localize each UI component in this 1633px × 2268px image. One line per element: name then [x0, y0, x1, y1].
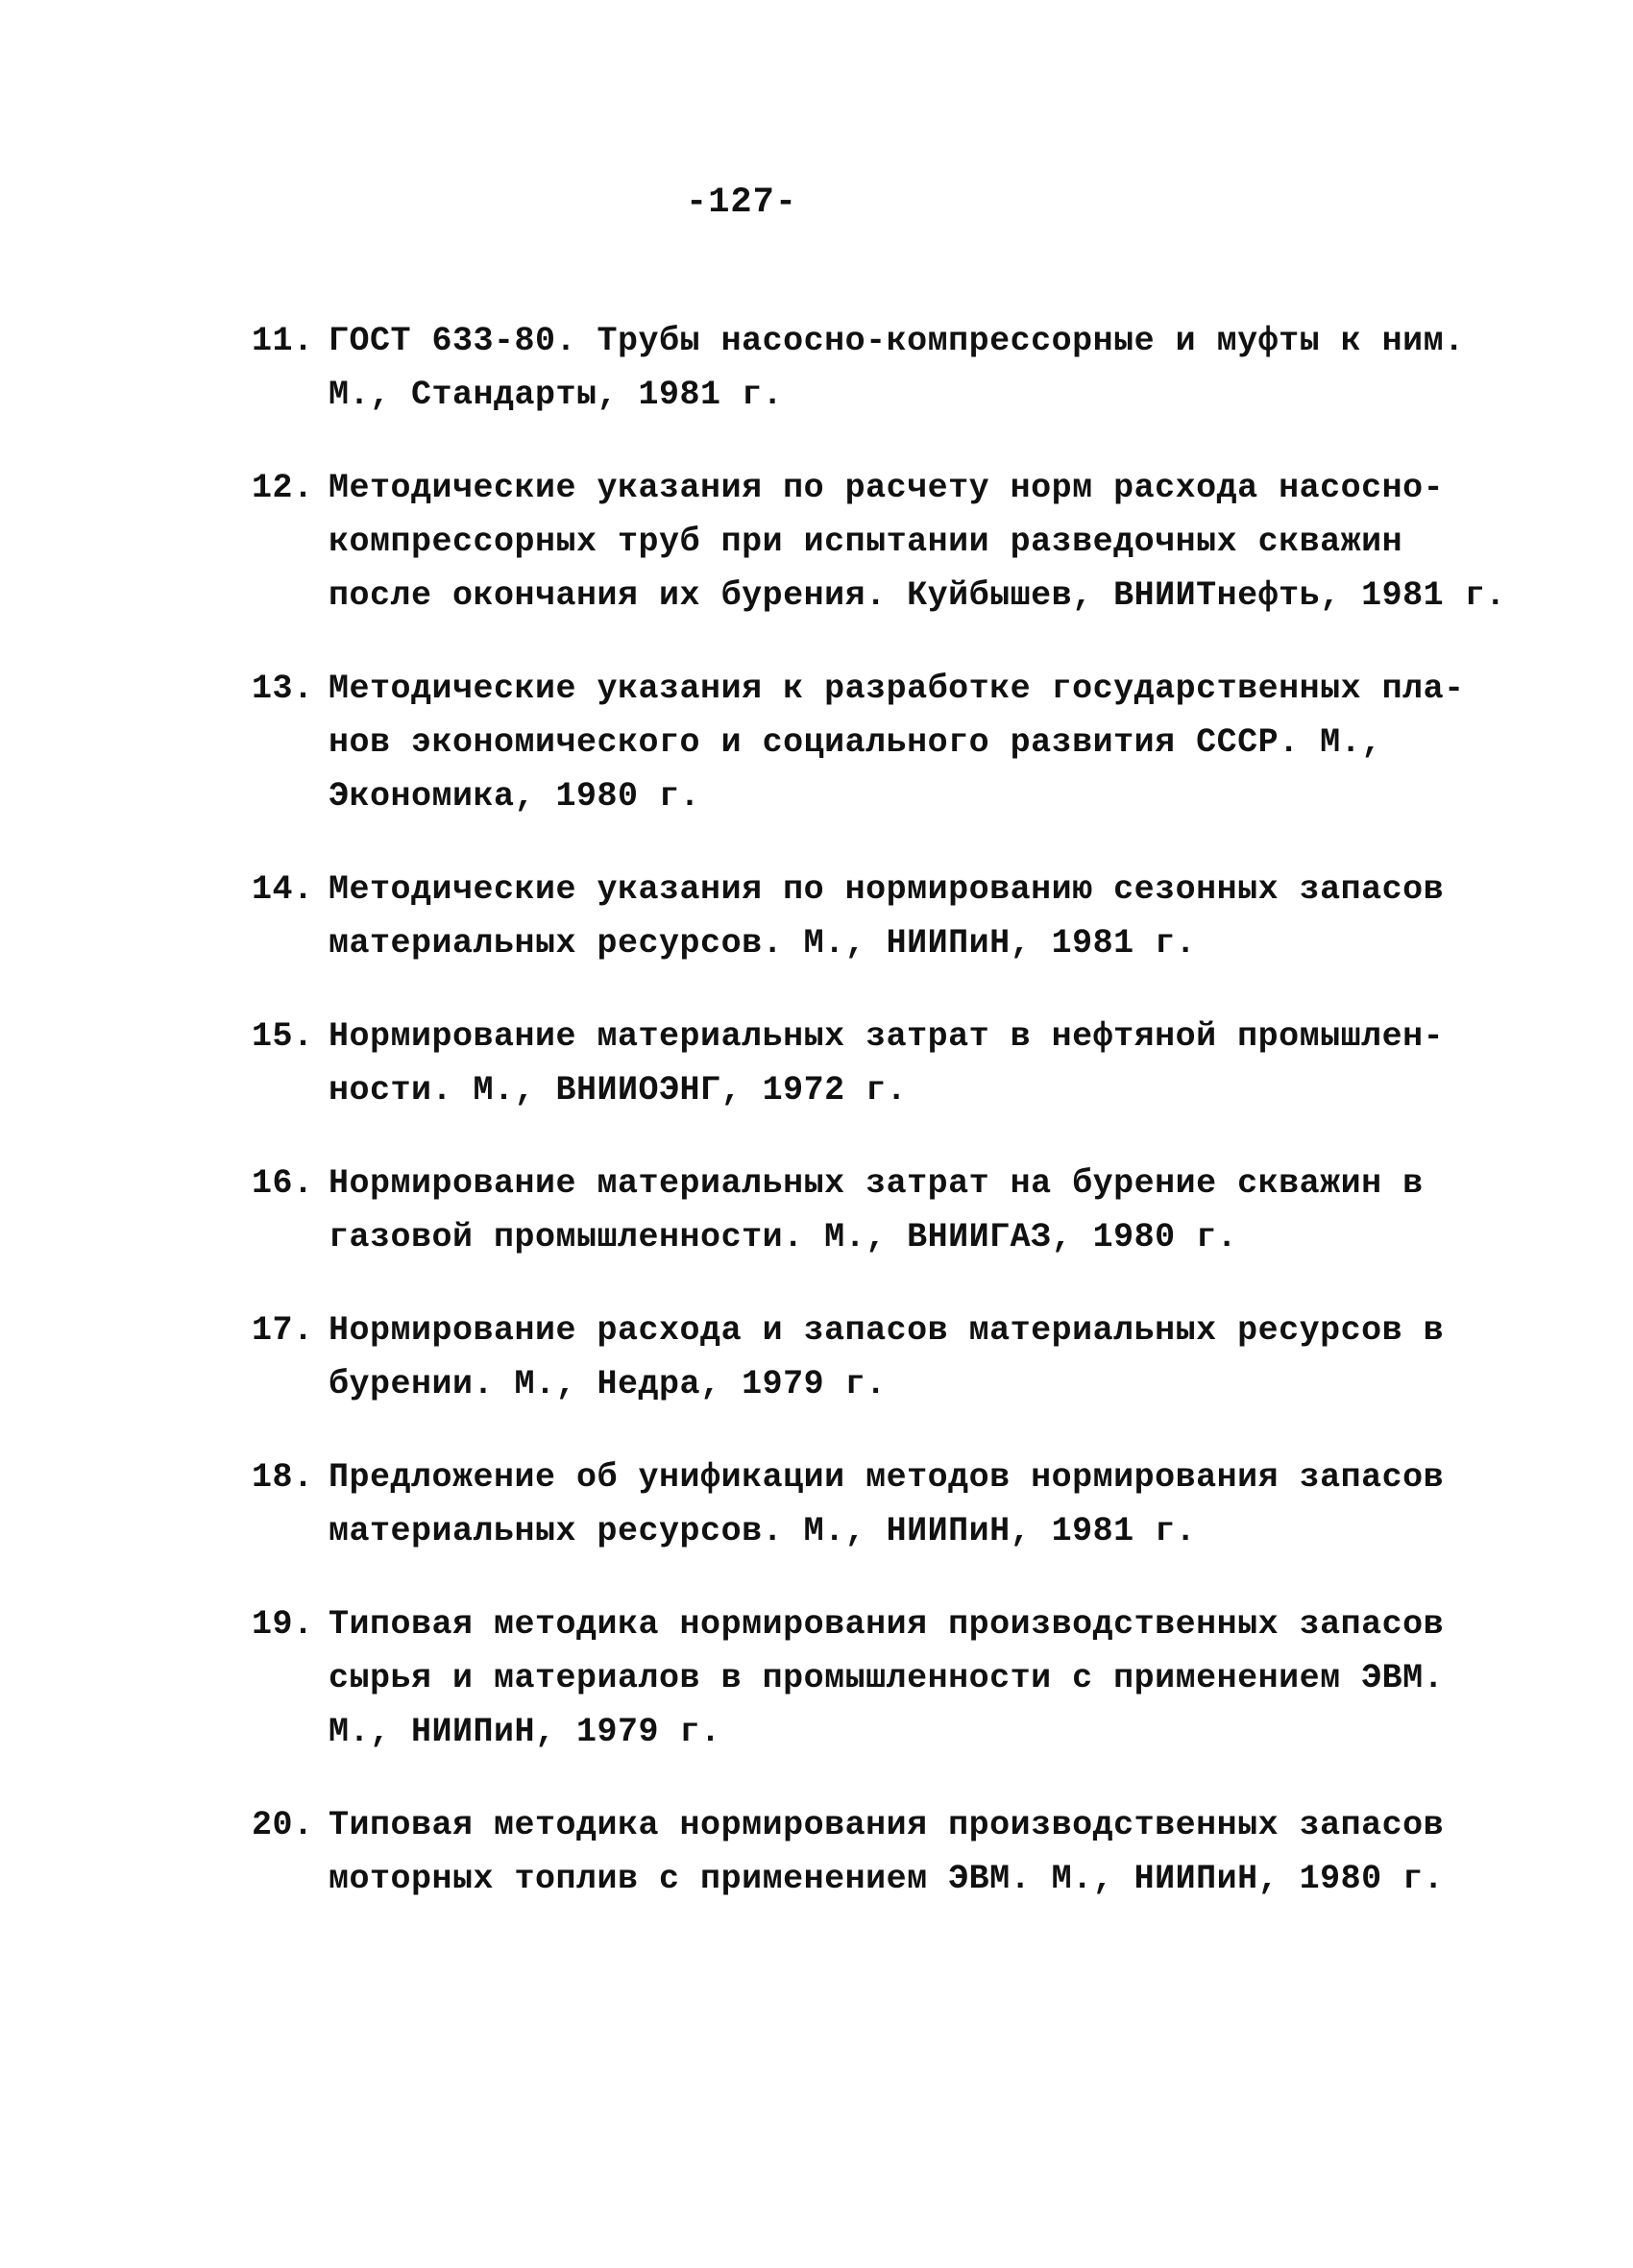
reference-line: Типовая методика нормирования производственных запасов: [329, 1605, 1445, 1644]
reference-line: компрессорных труб при испытании разведочных скважин: [329, 523, 1403, 561]
reference-item: [252, 662, 1465, 823]
reference-item: [252, 1798, 1445, 1906]
reference-item: [252, 1304, 1445, 1411]
reference-text: [329, 1010, 1444, 1117]
reference-number: 19.: [252, 1605, 314, 1644]
reference-text: [329, 461, 1506, 622]
reference-number: 12.: [252, 469, 314, 507]
reference-line: Экономика, 1980 г.: [329, 777, 701, 816]
reference-line: Нормирование расхода и запасов материальных ресурсов в: [329, 1311, 1445, 1350]
reference-line: газовой промышленности. М., ВНИИГАЗ, 1980 г.: [329, 1218, 1238, 1256]
reference-text: [329, 1157, 1424, 1264]
reference-number: 16.: [252, 1164, 314, 1203]
reference-line: бурении. М., Недра, 1979 г.: [329, 1365, 887, 1403]
reference-text: [329, 1798, 1444, 1906]
reference-item: [252, 1010, 1445, 1117]
reference-text: [329, 314, 1465, 422]
reference-line: Нормирование материальных затрат в нефтяной промышлен-: [329, 1017, 1445, 1056]
reference-number: 15.: [252, 1017, 314, 1056]
reference-item: [252, 314, 1465, 422]
reference-line: сырья и материалов в промышленности с применением ЭВМ.: [329, 1659, 1445, 1697]
reference-text: [329, 662, 1465, 823]
reference-line: М., Стандарты, 1981 г.: [329, 376, 784, 414]
reference-line: М., НИИПиН, 1979 г.: [329, 1713, 721, 1751]
reference-line: материальных ресурсов. М., НИИПиН, 1981 г.: [329, 924, 1197, 963]
reference-line: Типовая методика нормирования производственных запасов: [329, 1806, 1445, 1844]
reference-line: моторных топлив с применением ЭВМ. М., НИИПиН, 1980 г.: [329, 1860, 1445, 1898]
reference-number: 18.: [252, 1458, 314, 1497]
reference-line: после окончания их бурения. Куйбышев, ВНИИТнефть, 1981 г.: [329, 576, 1506, 615]
reference-line: Предложение об унификации методов нормирования запасов: [329, 1458, 1445, 1497]
page-number: -127-: [686, 183, 798, 223]
reference-line: ГОСТ 633-80. Трубы насосно-компрессорные и муфты к ним.: [329, 322, 1465, 360]
reference-item: [252, 1597, 1445, 1759]
reference-line: ности. М., ВНИИОЭНГ, 1972 г.: [329, 1071, 908, 1110]
reference-number: 14.: [252, 870, 314, 909]
reference-item: [252, 1451, 1445, 1558]
reference-line: Методические указания по расчету норм расхода насосно-: [329, 469, 1445, 507]
reference-item: [252, 863, 1445, 970]
reference-line: Методические указания по нормированию сезонных запасов: [329, 870, 1445, 909]
reference-number: 17.: [252, 1311, 314, 1350]
reference-line: нов экономического и социального развития СССР. М.,: [329, 723, 1382, 762]
reference-list: [252, 314, 1506, 1945]
reference-item: [252, 1157, 1424, 1264]
reference-number: 13.: [252, 670, 314, 708]
reference-number: 20.: [252, 1806, 314, 1844]
reference-item: [252, 461, 1506, 622]
reference-line: Нормирование материальных затрат на бурение скважин в: [329, 1164, 1424, 1203]
reference-text: [329, 1597, 1444, 1759]
reference-text: [329, 863, 1444, 970]
reference-text: [329, 1304, 1444, 1411]
reference-text: [329, 1451, 1444, 1558]
reference-line: материальных ресурсов. М., НИИПиН, 1981 г.: [329, 1512, 1197, 1550]
reference-number: 11.: [252, 322, 314, 360]
reference-line: Методические указания к разработке государственных пла-: [329, 670, 1465, 708]
